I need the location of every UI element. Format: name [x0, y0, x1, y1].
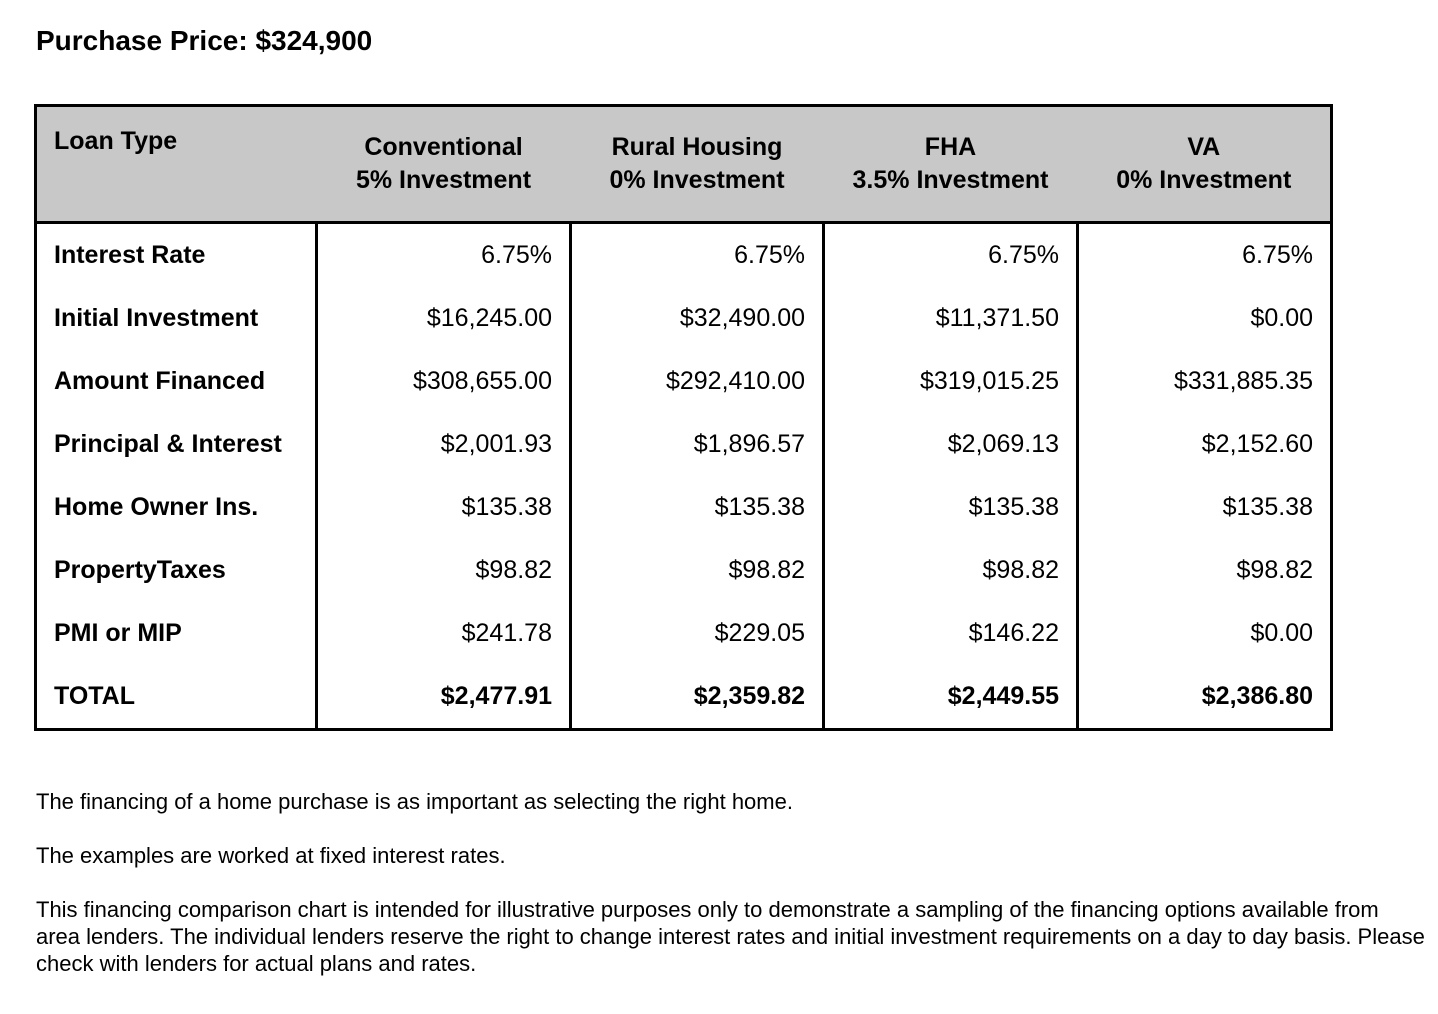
header-conventional [317, 106, 571, 223]
cell-conventional: $308,655.00 [317, 350, 571, 413]
row-label: Interest Rate [36, 223, 317, 288]
note-paragraph: The examples are worked at fixed interest rates. [36, 843, 506, 868]
header-line1: Rural Housing [611, 133, 783, 161]
cell-va: $2,386.80 [1078, 665, 1332, 730]
cell-va: 6.75% [1078, 223, 1332, 288]
table-body [36, 223, 1332, 730]
header-fha [824, 106, 1078, 223]
row-amount-financed [36, 350, 1332, 413]
row-total [36, 665, 1332, 730]
cell-va: $0.00 [1078, 602, 1332, 665]
cell-rural-housing: $2,359.82 [571, 665, 824, 730]
cell-fha: $2,069.13 [824, 413, 1078, 476]
note-paragraph: This financing comparison chart is intended for illustrative purposes only to demonstrate a sampling of the financing options available from area lenders. The individual lenders reserve the right to change interest rates and initial investment requirements on a day to day basis. Please check with lenders for actual plans and rates. [36, 897, 1425, 976]
row-initial-investment [36, 287, 1332, 350]
disclaimer-notes [36, 788, 1428, 1004]
cell-rural-housing: $1,896.57 [571, 413, 824, 476]
row-label: Initial Investment [36, 287, 317, 350]
cell-rural-housing: $98.82 [571, 539, 824, 602]
cell-rural-housing: $292,410.00 [571, 350, 824, 413]
header-line2: 3.5% Investment [852, 166, 1049, 194]
row-principal-interest [36, 413, 1332, 476]
table-header [36, 106, 1332, 223]
note-paragraph: The financing of a home purchase is as important as selecting the right home. [36, 789, 793, 814]
header-loan-type: Loan Type [36, 106, 317, 223]
cell-conventional: 6.75% [317, 223, 571, 288]
cell-conventional: $2,477.91 [317, 665, 571, 730]
row-label: PropertyTaxes [36, 539, 317, 602]
cell-fha: $146.22 [824, 602, 1078, 665]
cell-fha: $98.82 [824, 539, 1078, 602]
cell-rural-housing: 6.75% [571, 223, 824, 288]
header-line2: 0% Investment [609, 166, 785, 194]
row-pmi-mip [36, 602, 1332, 665]
cell-fha: $135.38 [824, 476, 1078, 539]
cell-fha: $319,015.25 [824, 350, 1078, 413]
cell-rural-housing: $135.38 [571, 476, 824, 539]
header-line2: 0% Investment [1116, 166, 1292, 194]
page-title: Purchase Price: $324,900 [36, 25, 373, 56]
cell-conventional: $16,245.00 [317, 287, 571, 350]
row-label: TOTAL [36, 665, 317, 730]
loan-comparison-table [34, 104, 1333, 731]
cell-fha: $11,371.50 [824, 287, 1078, 350]
cell-fha: $2,449.55 [824, 665, 1078, 730]
header-va [1078, 106, 1332, 223]
cell-conventional: $2,001.93 [317, 413, 571, 476]
cell-va: $2,152.60 [1078, 413, 1332, 476]
header-line1: FHA [924, 133, 977, 161]
header-line2: 5% Investment [355, 166, 532, 194]
cell-va: $98.82 [1078, 539, 1332, 602]
cell-conventional: $241.78 [317, 602, 571, 665]
row-property-taxes [36, 539, 1332, 602]
cell-conventional: $135.38 [317, 476, 571, 539]
row-label: Amount Financed [36, 350, 317, 413]
row-label: PMI or MIP [36, 602, 317, 665]
cell-conventional: $98.82 [317, 539, 571, 602]
cell-va: $0.00 [1078, 287, 1332, 350]
header-line1: VA [1187, 133, 1221, 161]
row-interest-rate [36, 223, 1332, 288]
cell-fha: 6.75% [824, 223, 1078, 288]
header-row [36, 106, 1332, 223]
cell-va: $331,885.35 [1078, 350, 1332, 413]
cell-rural-housing: $229.05 [571, 602, 824, 665]
row-label: Principal & Interest [36, 413, 317, 476]
cell-rural-housing: $32,490.00 [571, 287, 824, 350]
cell-va: $135.38 [1078, 476, 1332, 539]
header-line1: Conventional [364, 133, 523, 161]
row-home-owner-ins [36, 476, 1332, 539]
header-rural-housing [571, 106, 824, 223]
row-label: Home Owner Ins. [36, 476, 317, 539]
